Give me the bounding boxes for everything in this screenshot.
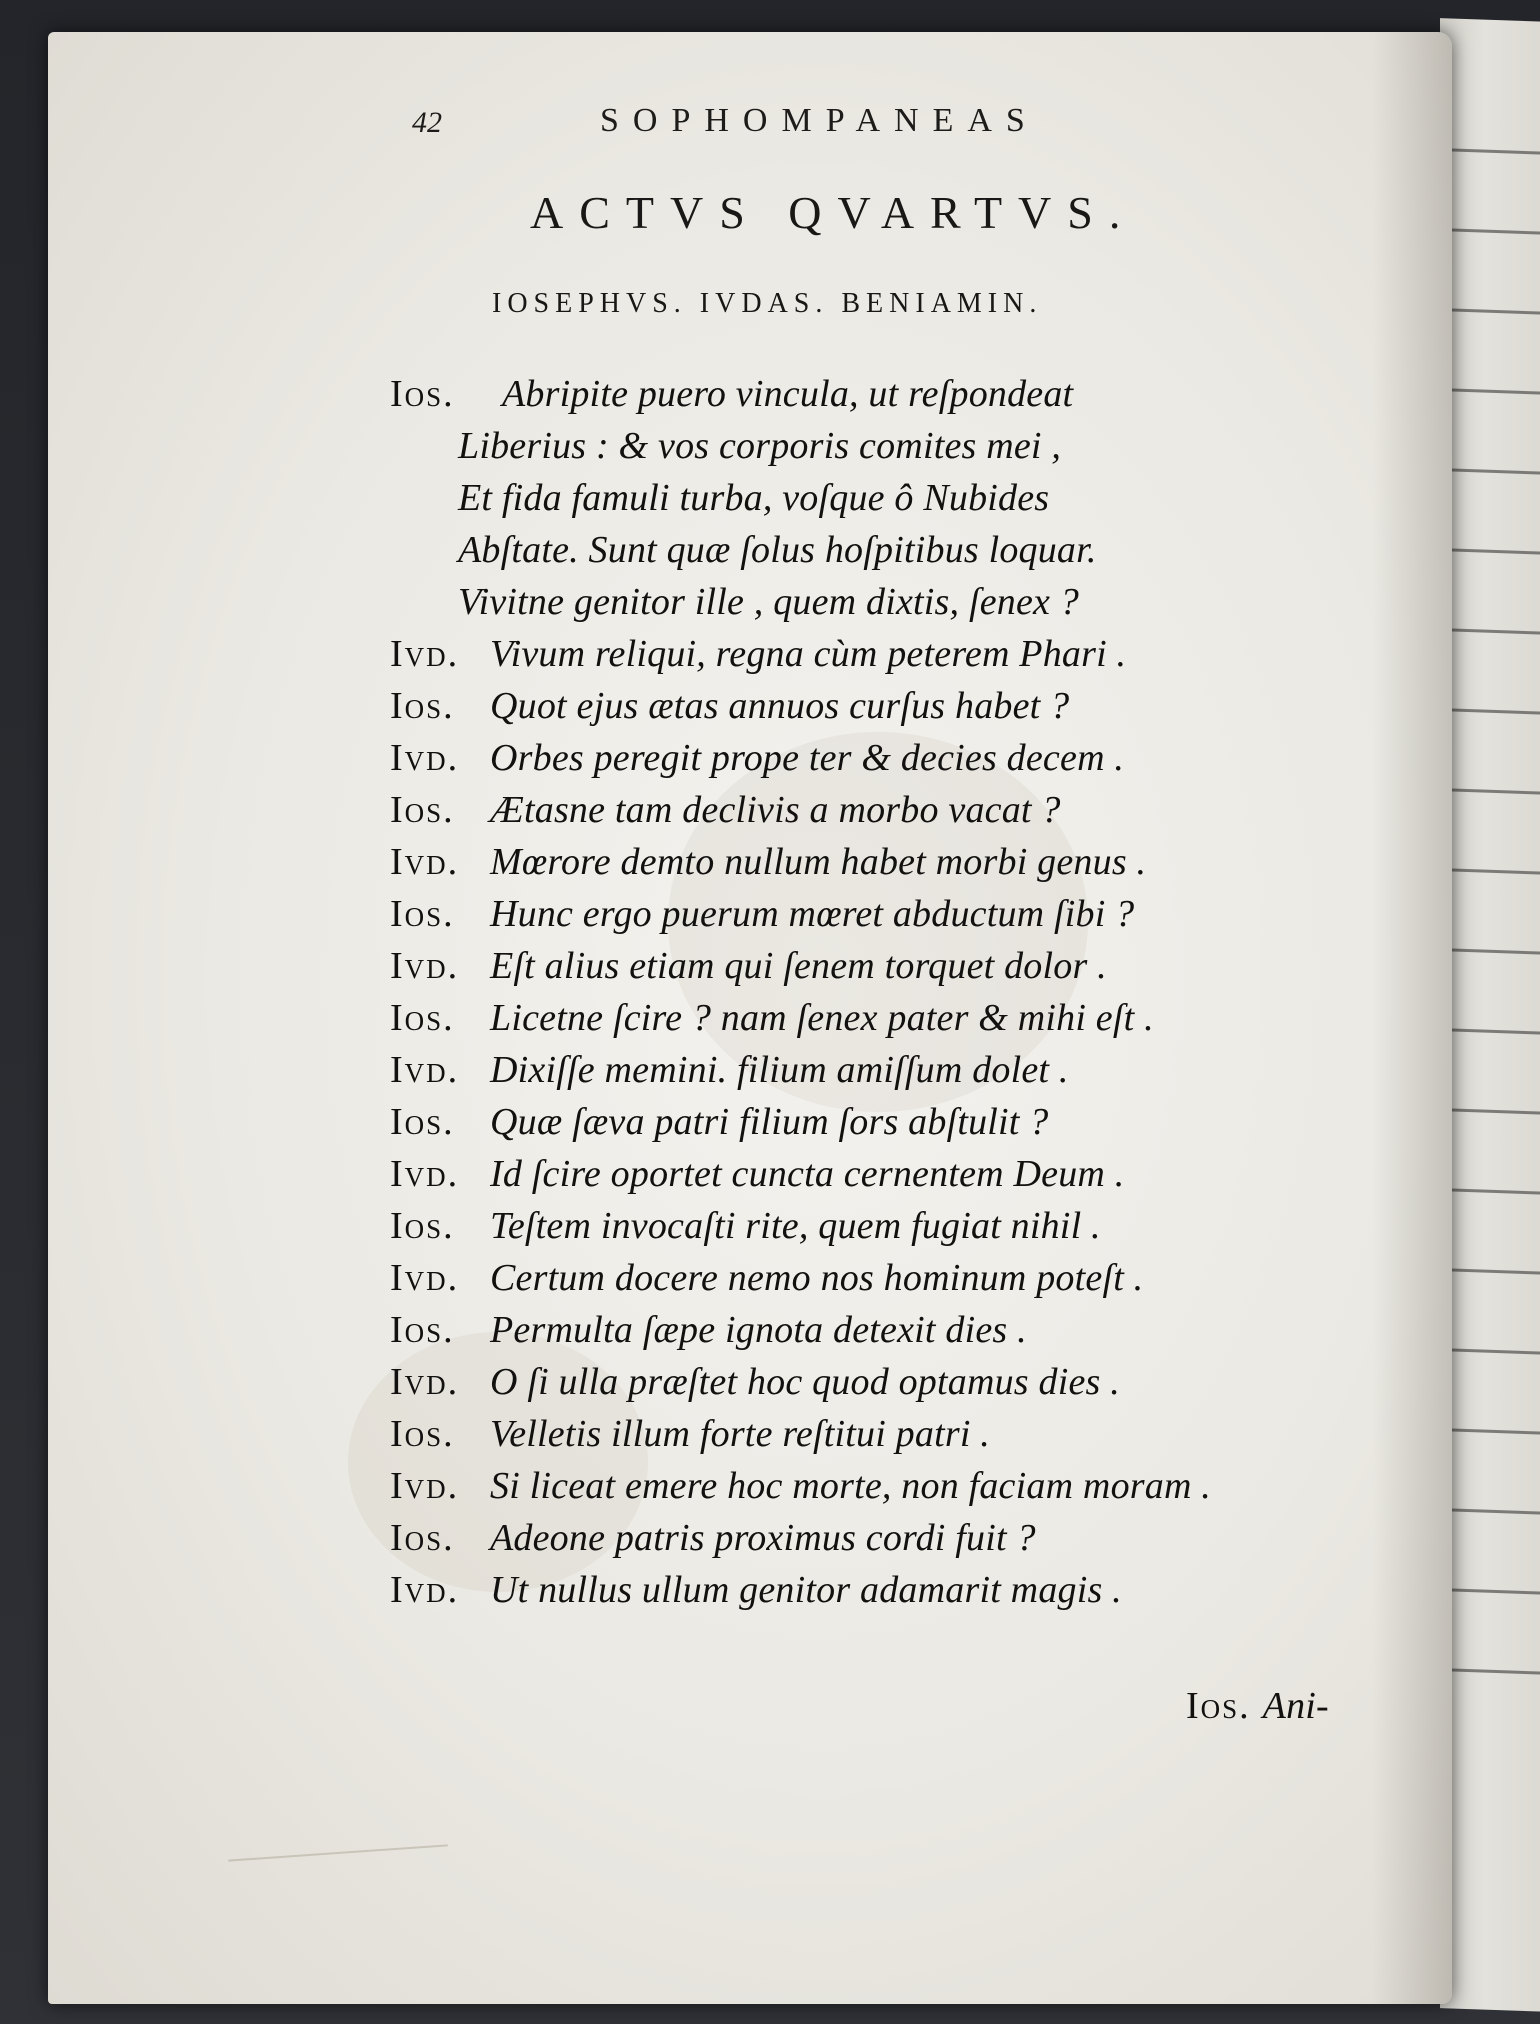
verse-line — [390, 732, 1350, 784]
verse-line — [390, 836, 1350, 888]
verse-line — [390, 888, 1350, 940]
facing-page-text-line — [1448, 1668, 1540, 1674]
verse-line — [390, 524, 1350, 576]
verse-text: Licetne ſcire ? nam ſenex pater & mihi eſt . — [490, 997, 1154, 1039]
verse-text: Eſt alius etiam qui ſenem torquet dolor . — [490, 945, 1107, 987]
speaker-name: Ivd. — [390, 1361, 460, 1403]
act-title: ACTVS QVARTVS. — [530, 187, 1137, 238]
page-number: 42 — [412, 106, 442, 139]
verse-text: Ut nullus ullum genitor adamarit magis . — [490, 1569, 1122, 1611]
facing-page-text-line — [1448, 548, 1540, 554]
verse-text: Teſtem invocaſti rite, quem fugiat nihil . — [490, 1205, 1101, 1247]
facing-page-text-line — [1448, 1588, 1540, 1594]
running-head: SOPHOMPANEAS — [600, 102, 1039, 139]
speaker-name: Ios. — [390, 997, 455, 1039]
verse-text: Abripite puero vincula, ut reſpondeat — [502, 373, 1074, 415]
facing-page-text-line — [1448, 1268, 1540, 1274]
verse-line — [390, 1512, 1350, 1564]
verse-text: Certum docere nemo nos hominum poteſt . — [490, 1257, 1144, 1299]
facing-page-edge — [1440, 18, 1540, 2012]
verse-text: Si liceat emere hoc morte, non faciam moram . — [490, 1465, 1211, 1507]
verse-text: Dixiſſe memini. filium amiſſum dolet . — [490, 1049, 1069, 1091]
paper-crease — [228, 1844, 448, 1861]
verse-line — [390, 1460, 1350, 1512]
speaker-name: Ios. — [390, 1101, 455, 1143]
verse-text: O ſi ulla præſtet hoc quod optamus dies . — [490, 1361, 1120, 1403]
catchword — [1186, 1684, 1329, 1728]
facing-page-text-line — [1448, 228, 1540, 234]
verse-line — [390, 472, 1350, 524]
facing-page-text-line — [1448, 788, 1540, 794]
speaker-name: Ivd. — [390, 1465, 460, 1507]
verse-line — [390, 784, 1350, 836]
speaker-name: Ios. — [390, 685, 455, 727]
verse-line — [390, 628, 1350, 680]
speaker-name: Ivd. — [390, 633, 460, 675]
facing-page-text-line — [1448, 708, 1540, 714]
verse-text: Liberius : & vos corporis comites mei , — [458, 425, 1062, 467]
verse-line — [390, 1252, 1350, 1304]
speaker-name: Ivd. — [390, 945, 460, 987]
scene-persons: IOSEPHVS. IVDAS. BENIAMIN. — [492, 288, 1043, 319]
verse-text: Quæ ſæva patri filium ſors abſtulit ? — [490, 1101, 1049, 1143]
speaker-name: Ivd. — [390, 841, 460, 883]
speaker-name: Ivd. — [390, 737, 460, 779]
facing-page-text-line — [1448, 628, 1540, 634]
verse-text: Et fida famuli turba, voſque ô Nubides — [458, 477, 1050, 519]
facing-page-text-line — [1448, 308, 1540, 314]
verse-text: Orbes peregit prope ter & decies decem . — [490, 737, 1125, 779]
speaker-name: Ios. — [390, 1413, 455, 1455]
speaker-name: Ios. — [390, 789, 455, 831]
facing-page-text-line — [1448, 1348, 1540, 1354]
facing-page-text-line — [1448, 1428, 1540, 1434]
verse-line — [390, 1304, 1350, 1356]
facing-page-text-line — [1448, 948, 1540, 954]
verse-text: Velletis illum forte reſtitui patri . — [490, 1413, 990, 1455]
verse-line — [390, 680, 1350, 732]
verse-text: Permulta ſæpe ignota detexit dies . — [490, 1309, 1027, 1351]
facing-page-text-line — [1448, 388, 1540, 394]
speaker-name: Ios. — [390, 1517, 455, 1559]
speaker-name: Ios. — [390, 893, 455, 935]
catchword-text: Ani- — [1262, 1685, 1329, 1727]
verse-line — [390, 576, 1350, 628]
verse-text: Adeone patris proximus cordi fuit ? — [490, 1517, 1036, 1559]
facing-page-text-line — [1448, 1508, 1540, 1514]
speaker-name: Ios. — [390, 1205, 455, 1247]
facing-page-text-line — [1448, 148, 1540, 154]
verse-text: Mœrore demto nullum habet morbi genus . — [490, 841, 1147, 883]
facing-page-text-line — [1448, 468, 1540, 474]
verse-line — [390, 1408, 1350, 1460]
verse-line — [390, 1096, 1350, 1148]
facing-page-text-line — [1448, 868, 1540, 874]
speaker-name: Ios. — [390, 1309, 455, 1351]
verse-line — [390, 420, 1350, 472]
speaker-name: Ios. — [390, 373, 455, 415]
verse-line — [390, 1148, 1350, 1200]
speaker-name: Ivd. — [390, 1569, 460, 1611]
verse-line — [390, 940, 1350, 992]
verse-line — [390, 992, 1350, 1044]
verse-text: Quot ejus ætas annuos curſus habet ? — [490, 685, 1070, 727]
speaker-name: Ivd. — [390, 1257, 460, 1299]
page-gutter-shadow — [1372, 32, 1452, 2004]
verse-block — [390, 368, 1350, 1616]
verse-line — [390, 1564, 1350, 1616]
speaker-name: Ivd. — [390, 1049, 460, 1091]
facing-page-text-line — [1448, 1108, 1540, 1114]
verse-text: Id ſcire oportet cuncta cernentem Deum . — [490, 1153, 1125, 1195]
verse-text: Vivum reliqui, regna cùm peterem Phari . — [490, 633, 1127, 675]
facing-page-text-line — [1448, 1188, 1540, 1194]
verse-text: Vivitne genitor ille , quem dixtis, ſenex ? — [458, 581, 1079, 623]
verse-line — [390, 1356, 1350, 1408]
verse-text: Abſtate. Sunt quæ ſolus hoſpitibus loquar. — [458, 529, 1097, 571]
verse-text: Ætasne tam declivis a morbo vacat ? — [490, 789, 1061, 831]
verse-line — [390, 1200, 1350, 1252]
verse-line — [390, 1044, 1350, 1096]
facing-page-text-line — [1448, 1028, 1540, 1034]
speaker-name: Ivd. — [390, 1153, 460, 1195]
verse-text: Hunc ergo puerum mœret abductum ſibi ? — [490, 893, 1135, 935]
catchword-speaker: Ios. — [1186, 1685, 1251, 1727]
verse-line — [390, 368, 1350, 420]
